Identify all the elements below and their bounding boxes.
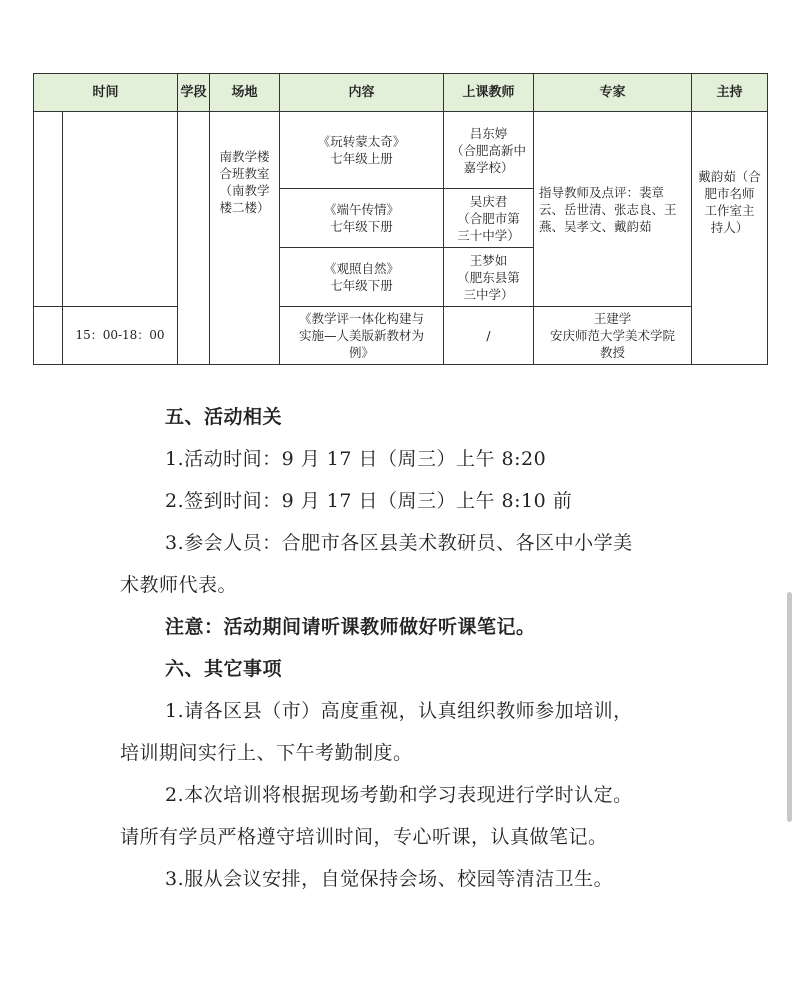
venue-cell: 南教学楼 合班教室 （南教学 楼二楼） <box>210 112 280 365</box>
section-6-title: 六、其它事项 <box>165 658 283 680</box>
header-time: 时间 <box>34 74 178 112</box>
participants-line1: 3.参会人员：合肥市各区县美术教研员、各区中小学美 <box>165 532 633 554</box>
header-expert: 专家 <box>534 74 692 112</box>
table-row <box>34 307 768 365</box>
lecture-expert-cell: 王建学 安庆师范大学美术学院 教授 <box>534 307 692 365</box>
lesson-content-cell: 《玩转蒙太奇》 七年级上册 <box>280 112 444 189</box>
stage-cell <box>178 112 210 365</box>
signin-time: 2.签到时间：9 月 17 日（周三）上午 8:10 前 <box>165 490 573 512</box>
lesson-teacher-cell: 吕东婷 （合肥高新中 嘉学校） <box>444 112 534 189</box>
schedule-table <box>33 73 768 365</box>
table-row <box>34 112 768 189</box>
lesson-content-cell: 《端午传情》 七年级下册 <box>280 189 444 248</box>
lecture-time-cell: 15：00-18：00 <box>63 307 178 365</box>
other-item2-line2: 请所有学员严格遵守培训时间，专心听课，认真做笔记。 <box>120 826 608 848</box>
header-venue: 场地 <box>210 74 280 112</box>
lesson-content-cell: 《观照自然》 七年级下册 <box>280 248 444 307</box>
scrollbar-thumb[interactable] <box>787 592 792 822</box>
other-item2-line1: 2.本次培训将根据现场考勤和学习表现进行学时认定。 <box>165 784 633 806</box>
other-item3: 3.服从会议安排，自觉保持会场、校园等清洁卫生。 <box>165 868 614 890</box>
lecture-content-cell: 《教学评一体化构建与 实施—人美版新教材为 例》 <box>280 307 444 365</box>
header-teacher: 上课教师 <box>444 74 534 112</box>
other-item1-line1: 1.请各区县（市）高度重视，认真组织教师参加培训， <box>165 700 633 722</box>
section-5-title: 五、活动相关 <box>165 406 283 428</box>
time-spacer-cell <box>34 112 63 307</box>
header-content: 内容 <box>280 74 444 112</box>
time-cell-empty <box>63 112 178 307</box>
lecture-teacher-cell: / <box>444 307 534 365</box>
other-item1-line2: 培训期间实行上、下午考勤制度。 <box>120 742 413 764</box>
lesson-teacher-cell: 吴庆君 （合肥市第 三十中学） <box>444 189 534 248</box>
participants-line2: 术教师代表。 <box>120 574 238 596</box>
activity-time: 1.活动时间：9 月 17 日（周三）上午 8:20 <box>165 448 547 470</box>
note-line: 注意：活动期间请听课教师做好听课笔记。 <box>165 616 536 638</box>
table-header-row <box>34 74 768 112</box>
host-cell: 戴韵茹（合 肥市名师 工作室主 持人） <box>692 112 768 365</box>
time-spacer-cell <box>34 307 63 365</box>
header-host: 主持 <box>692 74 768 112</box>
header-stage: 学段 <box>178 74 210 112</box>
lesson-teacher-cell: 王梦如 （肥东县第 三中学） <box>444 248 534 307</box>
expert-cell: 指导教师及点评：裴章 云、岳世清、张志良、王 燕、吴孝文、戴韵茹 <box>534 112 692 307</box>
